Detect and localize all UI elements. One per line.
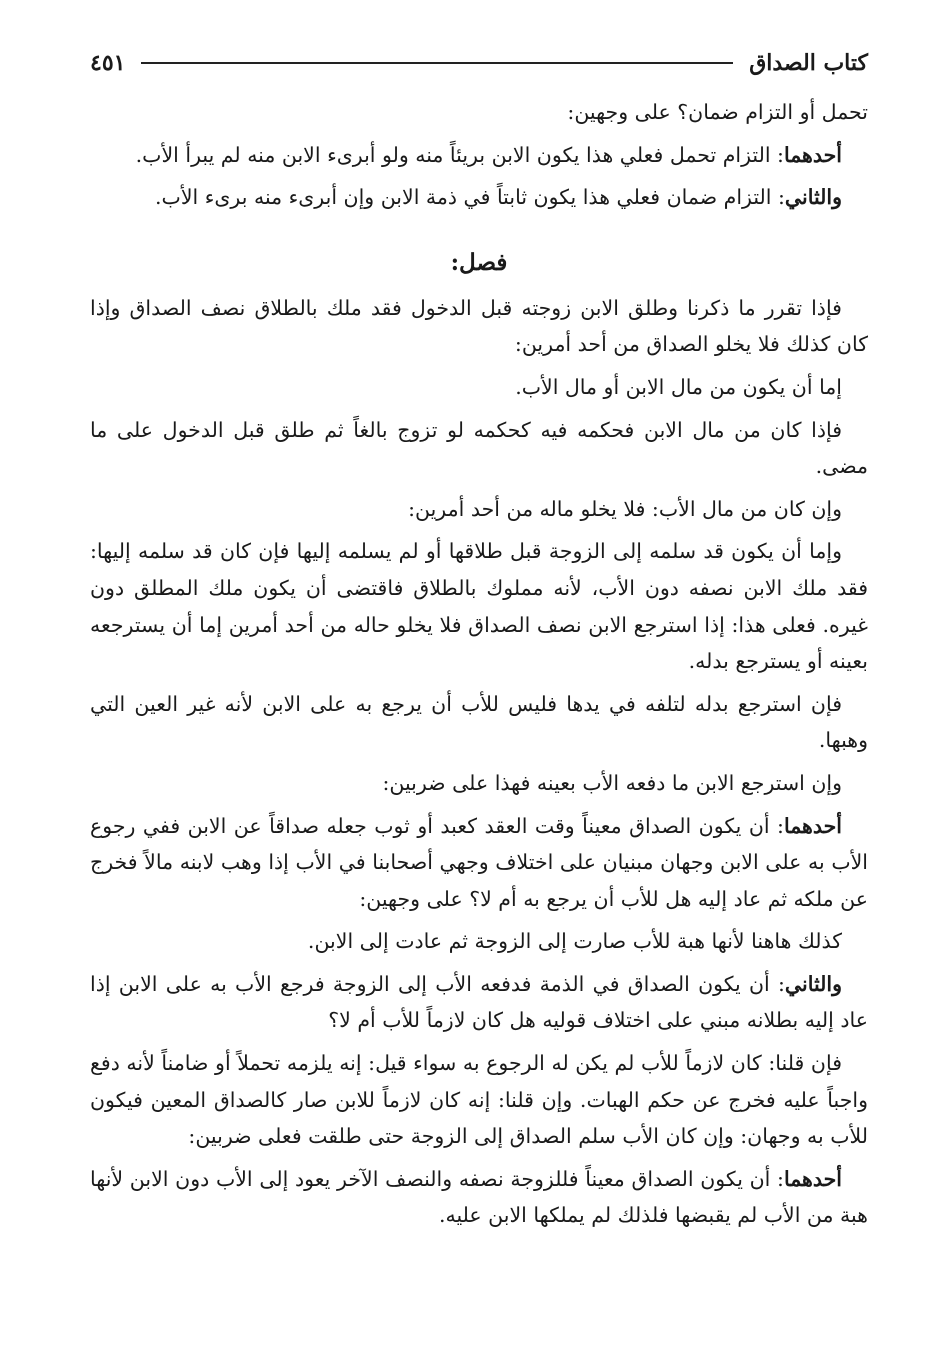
- paragraph: [90, 533, 868, 679]
- paragraph-lead: والثاني: [784, 185, 842, 210]
- paragraph: [90, 1161, 868, 1234]
- paragraph-lead: أحدهما: [783, 142, 842, 167]
- paragraph: [90, 290, 868, 363]
- paragraph: [90, 491, 868, 528]
- paragraph-text: فإذا تقرر ما ذكرنا وطلق الابن زوجته قبل الدخول فقد ملك بالطلاق نصف الصداق وإذا كان كذلك فلا يخلو الصداق من أحد أمرين:: [90, 295, 868, 357]
- paragraph-lead: أحدهما: [783, 813, 842, 838]
- paragraph-text: وإن كان من مال الأب: فلا يخلو ماله من أحد أمرين:: [408, 496, 842, 521]
- paragraph-text: فإن قلنا: كان لازماً للأب لم يكن له الرجوع به سواء قيل: إنه يلزمه تحملاً أو ضامناً لأنه دفع واجباً عليه فخرج عن حكم الهبات. وإن قلنا: إنه كان لازماً للابن صار كالصداق المعين فيكون للأب به وجهان: وإن كان الأب سلم الصداق إلى الزوجة حتى طلقت فعلى ضربين:: [90, 1051, 868, 1149]
- paragraph-text: : أن يكون الصداق معيناً وقت العقد كعبد أو ثوب جعله صداقاً عن الابن ففي رجوع الأب به على الابن وجهان مبنيان على اختلاف وجهي أصحابنا في الأب إذا وهب لابنه مالاً فخرج عن ملكه ثم عاد إليه هل للأب أن يرجع به أم لا؟ على وجهين:: [90, 813, 868, 911]
- page-body: [90, 94, 868, 1234]
- paragraph-text: : أن يكون الصداق معيناً فللزوجة نصفه والنصف الآخر يعود إلى الأب دون الابن لأنها هبة من الأب لم يقبضها فلذلك لم يملكها الابن عليه.: [90, 1166, 868, 1228]
- running-title: كتاب الصداق: [749, 50, 868, 76]
- paragraph: [90, 923, 868, 960]
- paragraph-text: إما أن يكون من مال الابن أو مال الأب.: [515, 374, 842, 399]
- paragraph: [90, 966, 868, 1039]
- paragraph: [90, 1045, 868, 1155]
- paragraph-text: فإن استرجع بدله لتلفه في يدها فليس للأب أن يرجع به على الابن لأنه غير العين التي وهبها.: [90, 691, 868, 753]
- header-rule: [141, 62, 733, 64]
- section-title: فصل:: [450, 248, 508, 276]
- paragraph-text: وإن استرجع الابن ما دفعه الأب بعينه فهذا على ضربين:: [382, 770, 842, 795]
- paragraph-text: : التزام ضمان فعلي هذا يكون ثابتاً في ذمة الابن وإن أبرىء منه برىء الأب.: [155, 185, 785, 210]
- paragraph: [90, 808, 868, 918]
- paragraph-text: : أن يكون الصداق في الذمة فدفعه الأب إلى الزوجة فرجع الأب به على الابن إذا عاد إليه بطلانه مبني على اختلاف قوليه هل كان لازماً للأب أم لا؟: [90, 971, 868, 1033]
- page-header: [90, 38, 868, 88]
- paragraph-lead: والثاني: [784, 971, 842, 996]
- page-number: ٤٥١: [90, 50, 126, 76]
- paragraph: [90, 179, 868, 216]
- paragraph: [90, 686, 868, 759]
- paragraph: [90, 412, 868, 485]
- paragraph: [90, 94, 868, 131]
- paragraph: [90, 765, 868, 802]
- paragraph-text: وإما أن يكون قد سلمه إلى الزوجة قبل طلاقها أو لم يسلمه إليها فإن كان قد سلمه إليها: فقد ملك الابن نصفه دون الأب، لأنه مملوك بالطلاق فاقتضى أن يكون ملك المطلق دون غيره. فعلى هذا: إذا استرجع الابن نصف الصداق فلا يخلو حاله من أحد أمرين إما أن يسترجعه بعينه أو يسترجع بدله.: [90, 539, 868, 674]
- paragraph: [90, 137, 868, 174]
- paragraph-text: تحمل أو التزام ضمان؟ على وجهين:: [567, 100, 868, 124]
- paragraph-text: : التزام تحمل فعلي هذا يكون الابن بريئاً منه ولو أبرىء الابن منه لم يبرأ الأب.: [135, 142, 784, 167]
- paragraph-text: فإذا كان من مال الابن فحكمه فيه كحكمه لو تزوج بالغاً ثم طلق قبل الدخول على ما مضى.: [90, 417, 868, 479]
- paragraph-lead: أحدهما: [783, 1166, 842, 1191]
- paragraph: [90, 369, 868, 406]
- paragraph-text: كذلك هاهنا لأنها هبة للأب صارت إلى الزوجة ثم عادت إلى الابن.: [307, 929, 842, 954]
